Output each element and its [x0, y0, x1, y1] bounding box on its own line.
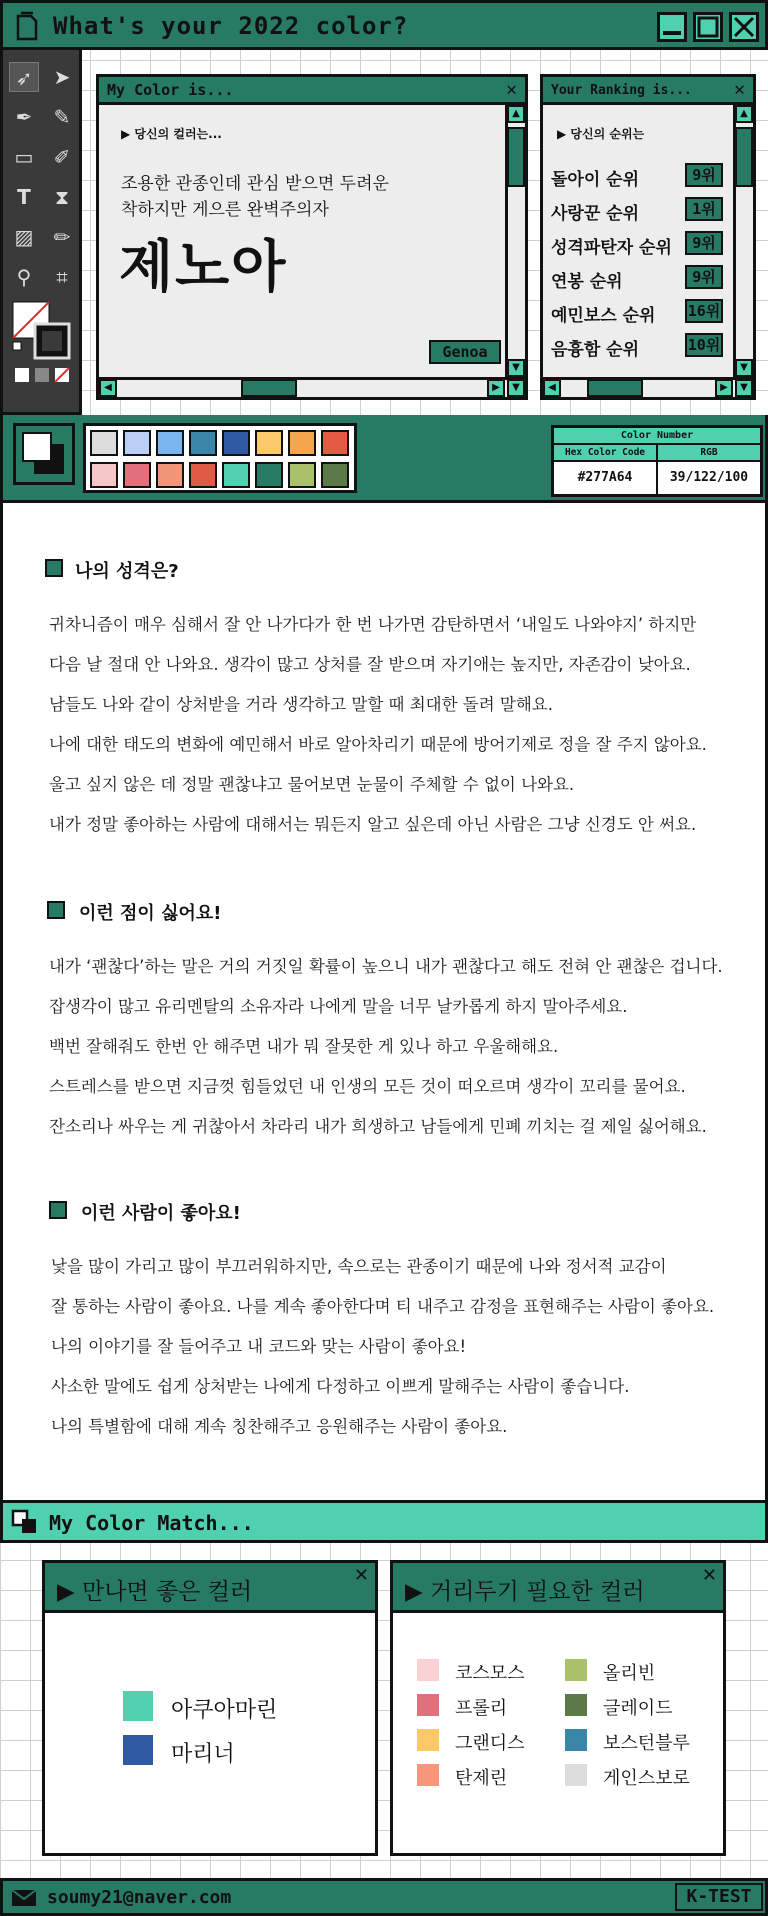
- palette-swatch[interactable]: [255, 462, 283, 488]
- footer-bar: [0, 1878, 768, 1916]
- body-line: 낯을 많이 가리고 많이 부끄러워하지만, 속으로는 관종이기 때문에 나와 정서적 교감이: [51, 1257, 667, 1276]
- ranking-value: 9위: [685, 163, 723, 187]
- direct-select-icon[interactable]: ➤: [53, 65, 71, 89]
- description-line: 조용한 관종인데 관심 받으면 두려운: [121, 174, 389, 194]
- palette-swatch[interactable]: [156, 430, 184, 456]
- match-color-chip: [565, 1764, 587, 1786]
- zoom-tool-icon[interactable]: ⚲: [16, 265, 32, 289]
- description-line: 착하지만 게으른 완벽주의자: [121, 200, 329, 220]
- ranking-label: 음흉함 순위: [551, 340, 640, 360]
- minimize-icon: [660, 15, 684, 39]
- color-english-name-badge: Genoa: [429, 340, 501, 364]
- match-color-name: 탄제린: [455, 1768, 508, 1789]
- palette-bar: [0, 415, 768, 503]
- bad-match-titlebar: [393, 1563, 723, 1613]
- section-marker-icon: [47, 901, 65, 919]
- reflect-tool-icon[interactable]: ⧗: [54, 185, 70, 209]
- match-color-name: 마리너: [171, 1742, 235, 1767]
- title-bar: [0, 0, 768, 50]
- horizontal-scrollbar[interactable]: [99, 377, 525, 397]
- section-title-personality: 나의 성격은?: [75, 561, 179, 582]
- section-body-dislikes: [49, 947, 723, 1147]
- section-title-likes: 이런 사람이 좋아요!: [81, 1203, 241, 1224]
- type-tool-icon[interactable]: T: [17, 185, 31, 209]
- footer-email[interactable]: soumy21@naver.com: [47, 1887, 232, 1908]
- ranking-label: 연봉 순위: [551, 272, 623, 292]
- ranking-window-title: Your Ranking is...: [551, 83, 692, 98]
- triangle-icon: ▶: [405, 1579, 430, 1605]
- ranking-value: 9위: [685, 265, 723, 289]
- my-color-subheading: ▶ 당신의 컬러는...: [121, 127, 222, 141]
- my-color-subheading-text: 당신의 컬러는...: [134, 127, 222, 141]
- body-line: 사소한 말에도 쉽게 상처받는 나에게 다정하고 이쁘게 말해주는 사람이 좋습니다.: [51, 1377, 630, 1396]
- body-line: 내가 ‘괜찮다’하는 말은 거의 거짓일 확률이 높으니 내가 괜찮다고 해도 전혀 안 괜찮은 겁니다.: [49, 957, 723, 976]
- ranking-label: 돌아이 순위: [551, 170, 640, 190]
- palette-swatch[interactable]: [189, 430, 217, 456]
- body-line: 나에 대한 태도의 변화에 예민해서 바로 알아차리기 때문에 방어기제로 정을 잘 주지 않아요.: [49, 735, 707, 754]
- match-color-name: 보스턴블루: [603, 1733, 690, 1754]
- match-bar: [0, 1500, 768, 1543]
- scroll-thumb[interactable]: [587, 379, 643, 397]
- close-icon: [732, 15, 756, 39]
- layers-icon: [11, 1509, 39, 1535]
- scroll-left-icon[interactable]: ◀: [543, 379, 561, 397]
- select-arrow-icon[interactable]: ➶: [9, 62, 39, 92]
- good-match-title: 만나면 좋은 컬러: [82, 1579, 253, 1605]
- swatch-grid: [83, 423, 357, 493]
- brush-tool-icon[interactable]: ✐: [53, 145, 71, 169]
- ranking-label: 사랑꾼 순위: [551, 204, 640, 224]
- bad-match-window: [390, 1560, 726, 1856]
- scroll-left-icon[interactable]: ◀: [99, 379, 117, 397]
- content-area: [0, 503, 768, 1500]
- ranking-label: 예민보스 순위: [551, 306, 656, 326]
- body-line: 잡생각이 많고 유리멘탈의 소유자라 나에게 말을 너무 날카롭게 하지 말아주세요.: [49, 997, 628, 1016]
- scroll-thumb[interactable]: [241, 379, 297, 397]
- match-color-chip: [565, 1659, 587, 1681]
- match-color-name: 코스모스: [455, 1663, 525, 1684]
- ranking-row: [551, 333, 723, 360]
- gradient-tool-icon[interactable]: ▨: [14, 225, 34, 249]
- scroll-right-icon[interactable]: ▶: [715, 379, 733, 397]
- ranking-subheading: ▶ 당신의 순위는: [557, 127, 645, 141]
- match-bar-title: My Color Match...: [49, 1511, 254, 1535]
- body-line: 울고 싶지 않은 데 정말 괜찮냐고 물어보면 눈물이 주체할 수 없이 나와요.: [49, 775, 575, 794]
- ranking-value: 9위: [685, 231, 723, 255]
- palette-swatch[interactable]: [156, 462, 184, 488]
- body-line: 귀차니즘이 매우 심해서 잘 안 나가다가 한 번 나가면 감탄하면서 ‘내일도 나와야지’ 하지만: [49, 615, 697, 634]
- palette-swatch[interactable]: [123, 462, 151, 488]
- color-number-header: Color Number: [554, 428, 760, 445]
- body-line: 백번 잘해줘도 한번 안 해주면 내가 뭐 잘못한 게 있나 하고 우울해해요.: [49, 1037, 559, 1056]
- maximize-icon: [696, 15, 720, 39]
- body-line: 잘 통하는 사람이 좋아요. 나를 계속 좋아한다며 티 내주고 감정을 표현해주는 사람이 좋아요.: [51, 1297, 715, 1316]
- my-color-window: [96, 74, 528, 400]
- match-color-chip: [123, 1691, 153, 1721]
- match-color-name: 그랜디스: [455, 1733, 525, 1754]
- hex-value: #277A64: [554, 462, 658, 494]
- footer-brand: K-TEST: [675, 1883, 763, 1911]
- rgb-label: RGB: [658, 445, 760, 462]
- body-line: 나의 이야기를 잘 들어주고 내 코드와 맞는 사람이 좋아요!: [51, 1337, 467, 1356]
- close-icon[interactable]: ✕: [353, 1565, 369, 1586]
- body-line: 스트레스를 받으면 지금껏 힘들었던 내 인생의 모든 것이 떠오르며 생각이 꼬리를 물어요.: [49, 1077, 686, 1096]
- rgb-value: 39/122/100: [669, 470, 749, 485]
- match-color-chip: [123, 1735, 153, 1765]
- ranking-row: [551, 163, 723, 190]
- ranking-window: [540, 74, 756, 400]
- palette-swatch[interactable]: [255, 430, 283, 456]
- section-marker-icon: [49, 1201, 67, 1219]
- vertical-scrollbar[interactable]: [505, 105, 525, 377]
- palette-swatch[interactable]: [288, 430, 316, 456]
- mail-icon: [11, 1889, 37, 1907]
- scroll-thumb[interactable]: [735, 127, 753, 187]
- match-color-name: 올리빈: [603, 1663, 656, 1684]
- scroll-down-corner-icon[interactable]: ▼: [507, 379, 525, 397]
- scroll-thumb[interactable]: [507, 127, 525, 187]
- ranking-row: [551, 265, 723, 292]
- ranking-row: [551, 197, 723, 224]
- match-color-chip: [565, 1694, 587, 1716]
- pen-tool-icon[interactable]: ✒: [15, 105, 33, 129]
- fill-stroke-swatch[interactable]: [13, 423, 75, 485]
- close-icon[interactable]: ✕: [506, 79, 517, 100]
- close-icon[interactable]: ✕: [734, 79, 745, 100]
- scroll-down-corner-icon[interactable]: ▼: [735, 379, 753, 397]
- ranking-label: 성격파탄자 순위: [551, 238, 672, 258]
- palette-swatch[interactable]: [123, 430, 151, 456]
- match-color-name: 글레이드: [603, 1698, 673, 1719]
- ranking-row: [551, 299, 723, 326]
- match-color-name: 프롤리: [455, 1698, 508, 1719]
- my-color-window-titlebar: [99, 77, 525, 105]
- match-color-name: 아쿠아마린: [171, 1698, 278, 1723]
- scroll-down-icon[interactable]: ▼: [735, 359, 753, 377]
- section-title-dislikes: 이런 점이 싫어요!: [79, 903, 222, 924]
- my-color-window-title: My Color is...: [107, 81, 234, 99]
- vertical-scrollbar[interactable]: [733, 105, 753, 377]
- tool-panel: [0, 50, 82, 415]
- color-name: 제노아: [119, 235, 288, 300]
- document-icon: [15, 11, 39, 41]
- ranking-value: 10위: [685, 333, 723, 357]
- ranking-value: 16위: [685, 299, 723, 323]
- palette-swatch[interactable]: [90, 462, 118, 488]
- triangle-icon: ▶: [57, 1579, 82, 1605]
- my-color-description: [121, 171, 389, 223]
- pen-add-icon[interactable]: ✎: [53, 105, 71, 129]
- good-match-window: [42, 1560, 378, 1856]
- ranking-value: 1위: [685, 197, 723, 221]
- match-color-chip: [417, 1659, 439, 1681]
- color-number-panel: [551, 425, 763, 497]
- match-color-chip: [417, 1764, 439, 1786]
- match-color-chip: [417, 1729, 439, 1751]
- close-button[interactable]: [729, 12, 759, 42]
- palette-swatch[interactable]: [288, 462, 316, 488]
- section-body-personality: [49, 605, 707, 845]
- fill-swatch-front: [22, 432, 52, 462]
- match-color-name: 게인스보로: [603, 1768, 690, 1789]
- ranking-window-titlebar: [543, 77, 753, 105]
- scroll-right-icon[interactable]: ▶: [487, 379, 505, 397]
- color-swatch-tool[interactable]: [11, 300, 81, 410]
- section-body-likes: [51, 1247, 714, 1447]
- palette-swatch[interactable]: [189, 462, 217, 488]
- crop-tool-icon[interactable]: ⌗: [56, 265, 68, 289]
- hex-label: Hex Color Code: [554, 445, 658, 462]
- palette-swatch[interactable]: [222, 430, 250, 456]
- app-title: What's your 2022 color?: [53, 12, 409, 40]
- scroll-down-icon[interactable]: ▼: [507, 359, 525, 377]
- minimize-button[interactable]: [657, 12, 687, 42]
- body-line: 잔소리나 싸우는 게 귀찮아서 차라리 내가 희생하고 남들에게 민폐 끼치는 걸 제일 싫어해요.: [49, 1117, 707, 1136]
- scroll-up-icon[interactable]: ▲: [735, 105, 753, 123]
- body-line: 다음 날 절대 안 나와요. 생각이 많고 상처를 잘 받으며 자기애는 높지만, 자존감이 낮아요.: [49, 655, 691, 674]
- section-marker-icon: [45, 559, 63, 577]
- ranking-subheading-text: 당신의 순위는: [570, 127, 645, 141]
- horizontal-scrollbar[interactable]: [543, 377, 753, 397]
- good-match-titlebar: [45, 1563, 375, 1613]
- palette-swatch[interactable]: [90, 430, 118, 456]
- body-line: 내가 정말 좋아하는 사람에 대해서는 뭐든지 알고 싶은데 아닌 사람은 그냥 신경도 안 써요.: [49, 815, 697, 834]
- match-color-chip: [565, 1729, 587, 1751]
- scroll-up-icon[interactable]: ▲: [507, 105, 525, 123]
- body-line: 남들도 나와 같이 상처받을 거라 생각하고 말할 때 최대한 돌려 말해요.: [49, 695, 553, 714]
- rectangle-tool-icon[interactable]: ▭: [14, 145, 34, 169]
- bad-match-title: 거리두기 필요한 컬러: [430, 1579, 645, 1605]
- palette-swatch[interactable]: [222, 462, 250, 488]
- match-color-chip: [417, 1694, 439, 1716]
- maximize-button[interactable]: [693, 12, 723, 42]
- eyedropper-icon[interactable]: ✏: [53, 225, 71, 249]
- palette-swatch[interactable]: [321, 462, 349, 488]
- palette-swatch[interactable]: [321, 430, 349, 456]
- ranking-row: [551, 231, 723, 258]
- close-icon[interactable]: ✕: [701, 1565, 717, 1586]
- body-line: 나의 특별함에 대해 계속 칭찬해주고 응원해주는 사람이 좋아요.: [51, 1417, 508, 1436]
